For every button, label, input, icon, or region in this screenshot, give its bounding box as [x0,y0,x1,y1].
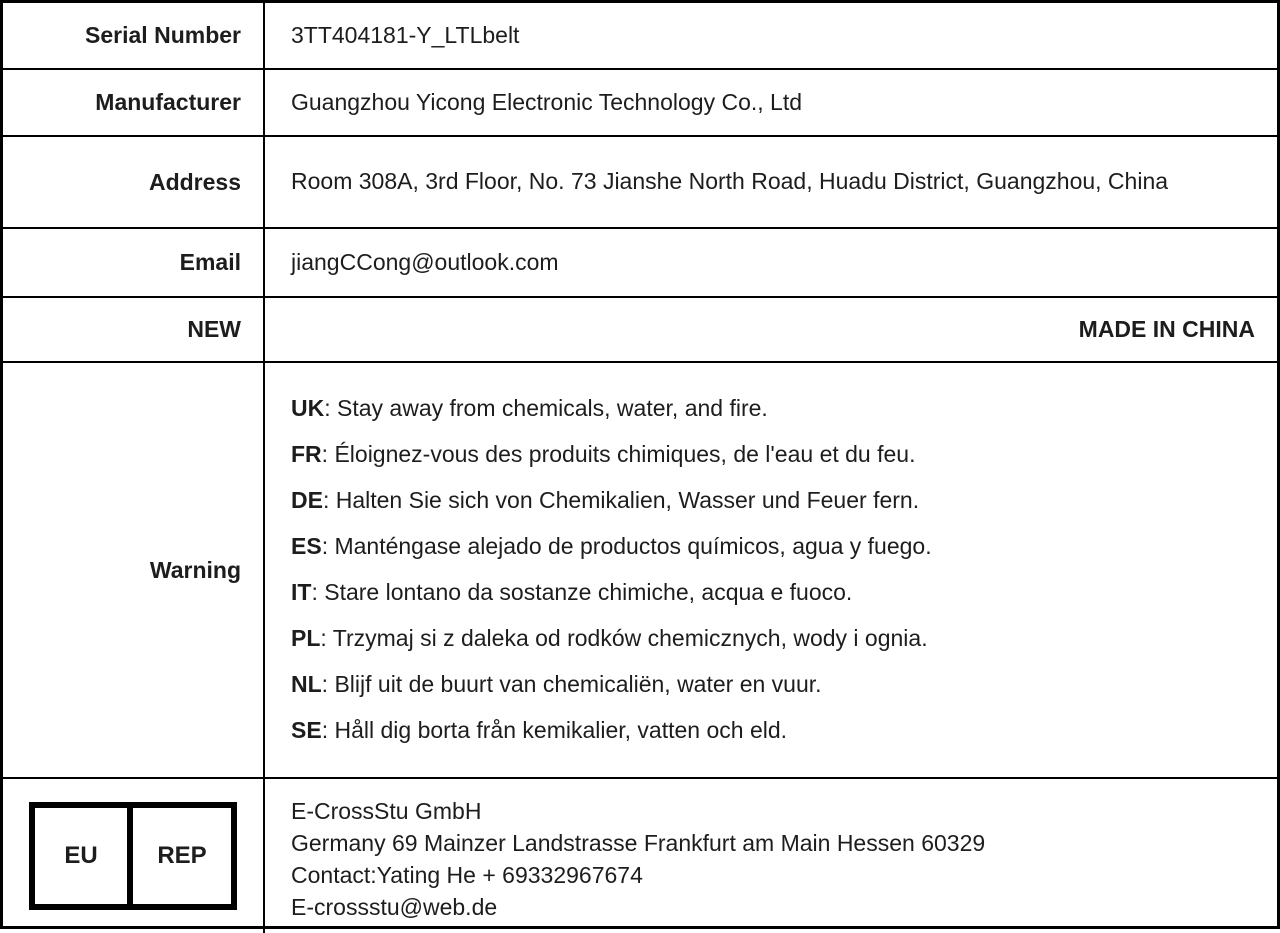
row-warning [3,363,1277,779]
warning-line [291,581,1251,604]
warning-line [291,627,1251,650]
manufacturer-text: Guangzhou Yicong Electronic Technology Co., Ltd [291,88,803,115]
contact-line: E-CrossStu GmbH [291,798,482,824]
email-label: Email [3,229,265,296]
row-serial-number [3,3,1277,70]
serial-number-label: Serial Number [3,3,265,68]
warning-label: Warning [3,363,265,777]
separator: : [321,441,335,467]
separator: : [321,533,335,559]
warning-text: Trzymaj si z daleka od rodków chemicznych, wody i ognia. [332,625,928,651]
contact-line: E-crossstu@web.de [291,894,498,920]
eu-badge-cell: EU [35,808,133,904]
warning-text: Manténgase alejado de productos químicos, agua y fuego. [334,533,932,559]
lang-code: DE [291,487,323,513]
manufacturer-value [265,70,1277,135]
rep-badge-cell: REP [157,842,207,869]
eu-rep-badge [29,802,237,910]
warning-line [291,673,1251,696]
separator: : [324,395,338,421]
separator: : [321,717,335,743]
warning-value [265,363,1277,777]
warning-line [291,397,1251,420]
address-value [265,137,1277,227]
row-eu-rep [3,779,1277,933]
contact-line: Germany 69 Mainzer Landstrasse Frankfurt am Main Hessen 60329 [291,830,986,856]
lang-code: IT [291,579,312,605]
made-in-china-value [265,298,1277,361]
warning-line [291,535,1251,558]
email-text: jiangCCong@outlook.com [291,248,559,275]
lang-code: ES [291,533,322,559]
warning-text: Håll dig borta från kemikalier, vatten och eld. [334,717,788,743]
serial-number-value [265,3,1277,68]
lang-code: SE [291,717,322,743]
lang-code: PL [291,625,321,651]
new-label: NEW [3,298,265,361]
warning-text: Stare lontano da sostanze chimiche, acqua e fuoco. [324,579,853,605]
lang-code: NL [291,671,322,697]
separator: : [321,671,335,697]
made-in-china-text: MADE IN CHINA [1078,315,1255,342]
manufacturer-label: Manufacturer [3,70,265,135]
warning-line [291,719,1251,742]
separator: : [320,625,333,651]
address-label: Address [3,137,265,227]
row-email [3,229,1277,298]
warning-line [291,443,1251,466]
row-address [3,137,1277,229]
separator: : [322,487,336,513]
warning-text: Éloignez-vous des produits chimiques, de l'eau et du feu. [334,441,916,467]
separator: : [311,579,325,605]
warning-text: Blijf uit de buurt van chemicaliën, water en vuur. [334,671,822,697]
row-manufacturer [3,70,1277,137]
address-text: Room 308A, 3rd Floor, No. 73 Jianshe North Road, Huadu District, Guangzhou, China [291,168,1169,195]
warning-line [291,489,1251,512]
row-origin [3,298,1277,363]
lang-code: FR [291,441,322,467]
eu-rep-contact [265,779,1277,933]
email-value [265,229,1277,296]
warning-text: Stay away from chemicals, water, and fire. [337,395,768,421]
warning-text: Halten Sie sich von Chemikalien, Wasser und Feuer fern. [335,487,920,513]
eu-rep-badge-cell [3,779,265,933]
serial-number-text: 3TT404181-Y_LTLbelt [291,21,520,48]
contact-line: Contact:Yating He + 69332967674 [291,862,643,888]
lang-code: UK [291,395,325,421]
